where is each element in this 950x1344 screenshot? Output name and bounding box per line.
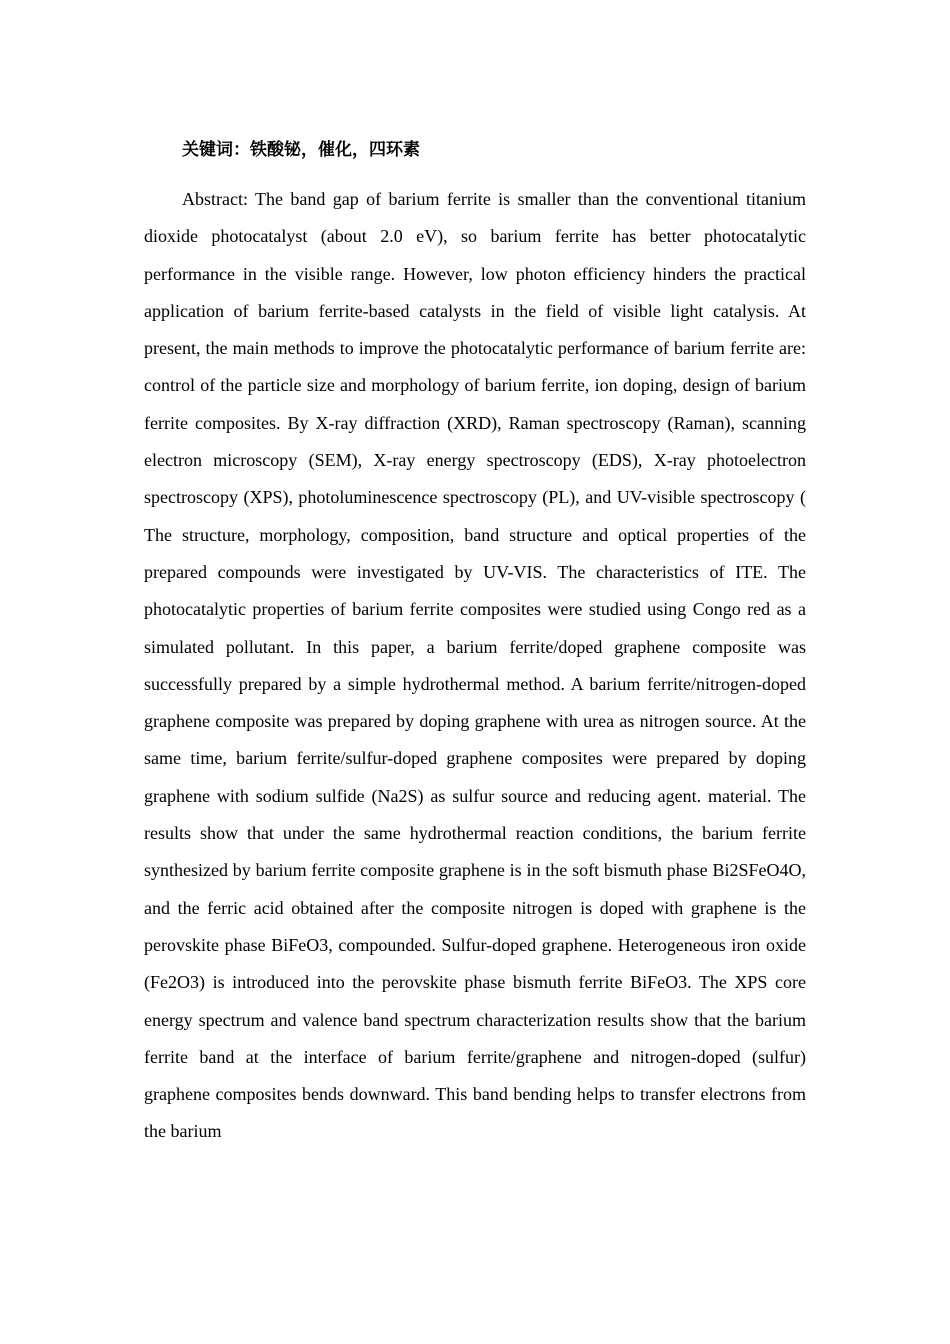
abstract-paragraph: Abstract: The band gap of barium ferrite is smaller than the conventional titanium dioxide photocatalyst (about 2.0 eV), so barium ferrite has better photocatalytic performance in the visible range. However, low photon efficiency hinders the practical application of barium ferrite-based catalysts in the field of visible light catalysis. At present, the main methods to improve the photocatalytic performance of barium ferrite are: control of the particle size and morphology of barium ferrite, ion doping, design of barium ferrite composites. By X-ray diffraction (XRD), Raman spectroscopy (Raman), scanning electron microscopy (SEM), X-ray energy spectroscopy (EDS), X-ray photoelectron spectroscopy (XPS), photoluminescence spectroscopy (PL), and UV-visible spectroscopy ( The structure, morphology, composition, band structure and optical properties of the prepared compounds were investigated by UV-VIS. The characteristics of ITE. The photocatalytic properties of barium ferrite composites were studied using Congo red as a simulated pollutant. In this paper, a barium ferrite/doped graphene composite was successfully prepared by a simple hydrothermal method. A barium ferrite/nitrogen-doped graphene composite was prepared by doping graphene with urea as nitrogen source. At the same time, barium ferrite/sulfur-doped graphene composites were prepared by doping graphene with sodium sulfide (Na2S) as sulfur source and reducing agent. material. The results show that under the same hydrothermal reaction conditions, the barium ferrite synthesized by barium ferrite composite graphene is in the soft bismuth phase Bi2SFeO4O, and the ferric acid obtained after the composite nitrogen is doped with graphene is the perovskite phase BiFeO3, compounded. Sulfur-doped graphene. Heterogeneous iron oxide (Fe2O3) is introduced into the perovskite phase bismuth ferrite BiFeO3. The XPS core energy spectrum and valence band spectrum characterization results show that the barium ferrite band at the interface of barium ferrite/graphene and nitrogen-doped (sulfur) graphene composites bends downward. This band bending helps to transfer electrons from the barium [144,189,806,1142]
keywords-line: 关键词：铁酸铋，催化，四环素 [182,140,420,160]
